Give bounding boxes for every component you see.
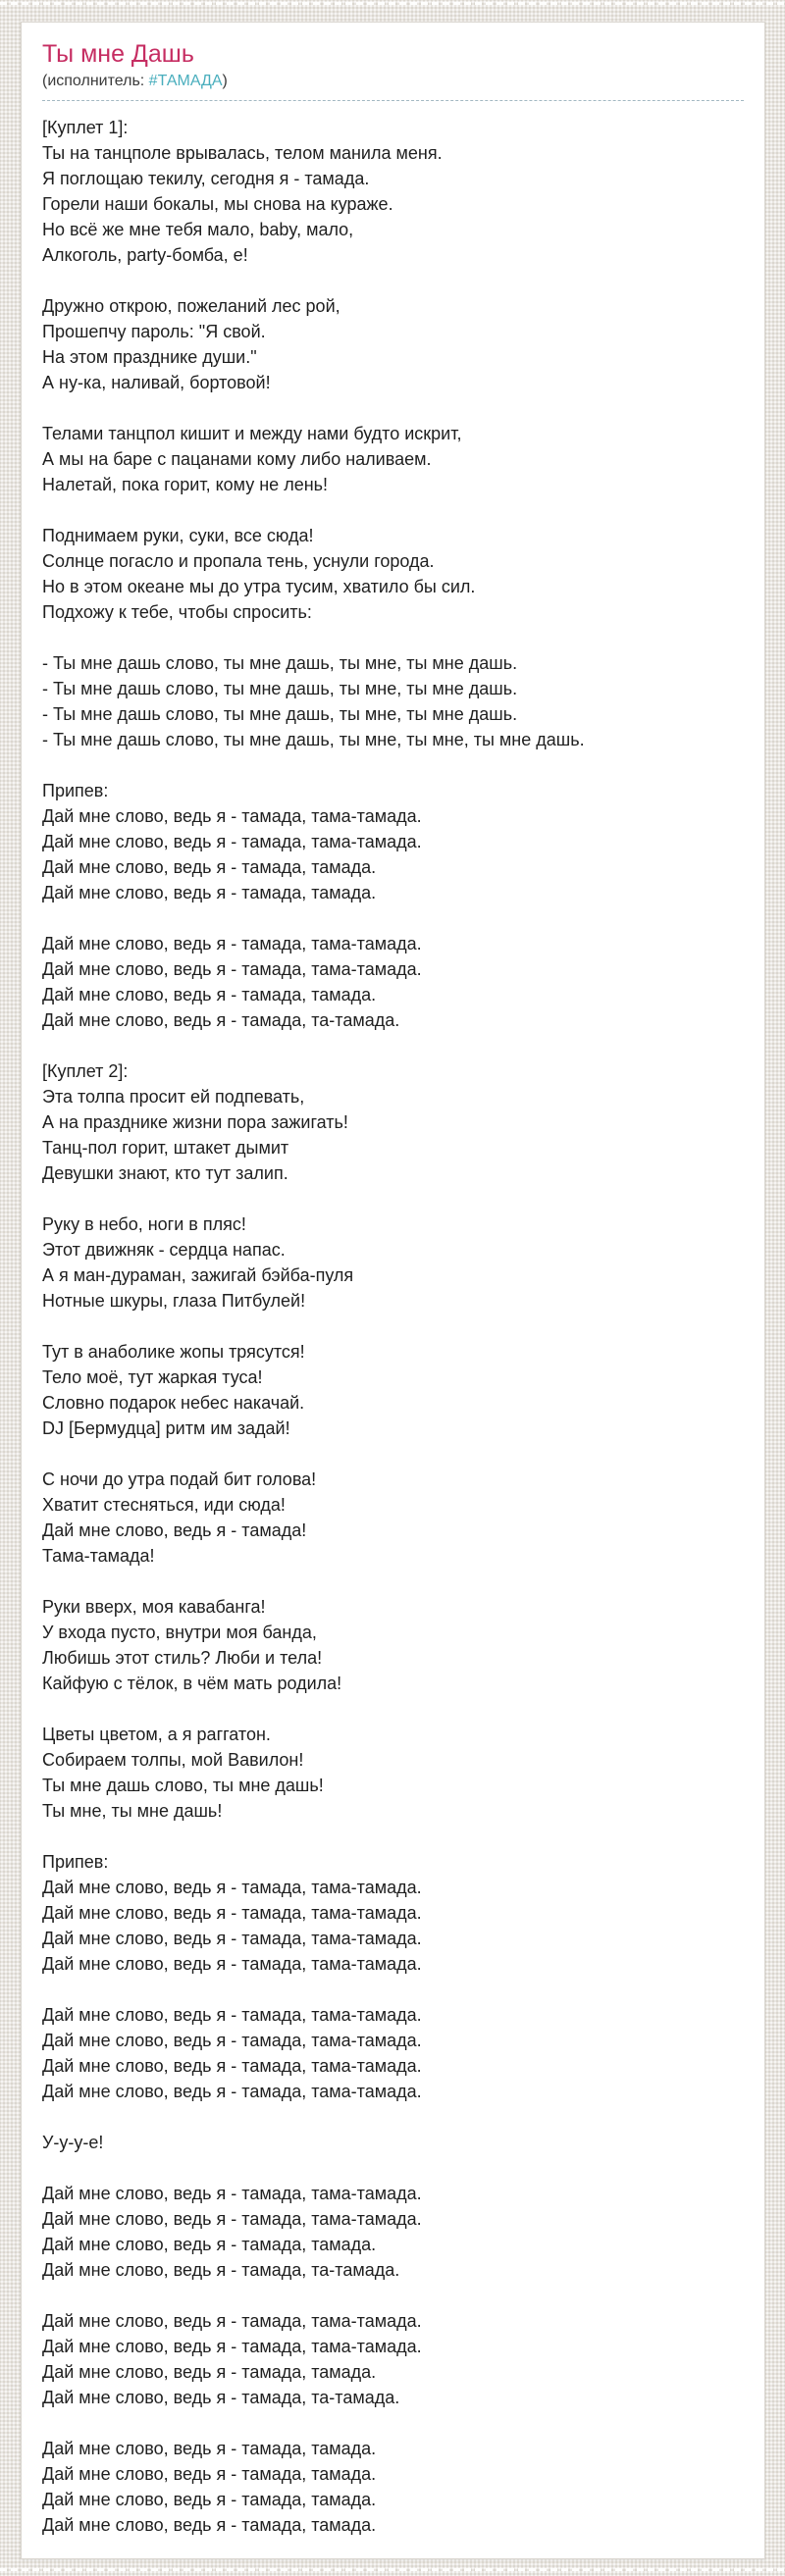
lyrics-line: Словно подарок небес накачай. <box>42 1393 305 1413</box>
lyrics-line: Дай мне слово, ведь я - тамада, тама-тамада. <box>42 2031 422 2050</box>
texture-seam-top <box>0 2 785 5</box>
lyrics-line: Девушки знают, кто тут залип. <box>42 1163 288 1183</box>
lyrics-line: Телами танцпол кишит и между нами будто искрит, <box>42 424 462 443</box>
lyrics-line: Дай мне слово, ведь я - тамада, тама-тамада. <box>42 934 422 953</box>
lyrics-stanza <box>42 778 744 905</box>
lyrics-line: А на празднике жизни пора зажигать! <box>42 1112 348 1132</box>
lyrics-stanza <box>42 1849 744 1977</box>
lyrics-stanza <box>42 1339 744 1441</box>
lyrics-line: Цветы цветом, а я раггатон. <box>42 1725 271 1744</box>
lyrics-line: Дай мне слово, ведь я - тамада, тама-тамада. <box>42 806 422 826</box>
lyrics-line: - Ты мне дашь слово, ты мне дашь, ты мне, ты мне дашь. <box>42 704 518 724</box>
lyrics-line: Дай мне слово, ведь я - тамада, тамада. <box>42 857 377 877</box>
lyrics-line: Дай мне слово, ведь я - тамада, тама-тамада. <box>42 2311 422 2331</box>
lyrics-line: Дай мне слово, ведь я - тамада, тама-тамада. <box>42 832 422 851</box>
lyrics-stanza <box>42 2002 744 2104</box>
lyrics-line: На этом празднике души." <box>42 347 257 367</box>
lyrics-line: Дай мне слово, ведь я - тамада, та-тамада. <box>42 2388 400 2407</box>
lyrics-line: Дружно открою, пожеланий лес рой, <box>42 296 340 316</box>
lyrics-line: Дай мне слово, ведь я - тамада, та-тамада. <box>42 1010 400 1030</box>
lyrics-stanza <box>42 1722 744 1824</box>
lyrics-stanza <box>42 1211 744 1314</box>
lyrics-line: Хватит стесняться, иди сюда! <box>42 1495 286 1515</box>
lyrics-line: [Куплет 2]: <box>42 1061 129 1081</box>
lyrics-line: Дай мне слово, ведь я - тамада, тамада. <box>42 2464 377 2484</box>
lyrics-line: Этот движняк - сердца напас. <box>42 1240 286 1260</box>
page-title: Ты мне Дашь <box>42 40 194 68</box>
lyrics-line: Припев: <box>42 1852 109 1872</box>
lyrics-line: Ты на танцполе врывалась, телом манила меня. <box>42 143 443 163</box>
lyrics-line: Но в этом океане мы до утра тусим, хватило бы сил. <box>42 577 476 596</box>
lyrics-line: А ну-ка, наливай, бортовой! <box>42 373 271 392</box>
lyrics-line: А мы на баре с пацанами кому либо наливаем. <box>42 449 432 469</box>
lyrics-line: Руки вверх, моя кавабанга! <box>42 1597 266 1617</box>
lyrics-line: Дай мне слово, ведь я - тамада, та-тамада. <box>42 2260 400 2280</box>
lyrics-line: Я поглощаю текилу, сегодня я - тамада. <box>42 169 370 188</box>
lyrics-line: - Ты мне дашь слово, ты мне дашь, ты мне, ты мне дашь. <box>42 679 518 698</box>
lyrics-stanza <box>42 115 744 268</box>
lyrics-line: Ты мне, ты мне дашь! <box>42 1801 223 1821</box>
lyrics-line: Ты мне дашь слово, ты мне дашь! <box>42 1776 324 1795</box>
lyrics-line: Эта толпа просит ей подпевать, <box>42 1087 305 1107</box>
lyrics-line: Прошепчу пароль: "Я свой. <box>42 322 266 341</box>
lyrics-line: Солнце погасло и пропала тень, уснули города. <box>42 551 435 571</box>
lyrics-line: - Ты мне дашь слово, ты мне дашь, ты мне, ты мне, ты мне дашь. <box>42 730 585 749</box>
lyrics-line: Дай мне слово, ведь я - тамада, тамада. <box>42 985 377 1005</box>
lyrics-line: Дай мне слово, ведь я - тамада, тама-тамада. <box>42 1954 422 1974</box>
lyrics-line: Дай мне слово, ведь я - тамада, тамада. <box>42 2515 377 2535</box>
lyrics-line: Налетай, пока горит, кому не лень! <box>42 475 329 494</box>
lyrics-line: Но всё же мне тебя мало, baby, мало, <box>42 220 354 239</box>
lyrics-stanza <box>42 2436 744 2538</box>
lyrics-line: Дай мне слово, ведь я - тамада, тама-тамада. <box>42 2184 422 2203</box>
lyrics-stanza <box>42 931 744 1033</box>
lyrics-line: Дай мне слово, ведь я - тамада, тамада. <box>42 883 377 902</box>
lyrics-line: Тут в анаболике жопы трясутся! <box>42 1342 305 1362</box>
lyrics-line: Любишь этот стиль? Люби и тела! <box>42 1648 323 1668</box>
artist-line <box>42 72 744 101</box>
lyrics-stanza <box>42 1594 744 1696</box>
lyrics-line: Горели наши бокалы, мы снова на кураже. <box>42 194 393 214</box>
lyrics-stanza <box>42 523 744 625</box>
lyrics-line: Дай мне слово, ведь я - тамада, тама-тамада. <box>42 1903 422 1923</box>
lyrics-line: С ночи до утра подай бит голова! <box>42 1469 317 1489</box>
lyrics-line: Дай мне слово, ведь я - тамада, тама-тамада. <box>42 1929 422 1948</box>
lyrics-stanza <box>42 2308 744 2410</box>
lyrics-line: Руку в небо, ноги в пляс! <box>42 1214 246 1234</box>
lyrics-line: А я ман-дураман, зажигай бэйба-пуля <box>42 1265 354 1285</box>
lyrics-line: Дай мне слово, ведь я - тамада, тама-тамада. <box>42 1878 422 1897</box>
lyrics-line: Тама-тамада! <box>42 1546 155 1566</box>
lyrics-line: Подхожу к тебе, чтобы спросить: <box>42 602 312 622</box>
lyrics-line: Дай мне слово, ведь я - тамада, тамада. <box>42 2235 377 2254</box>
lyrics-line: У-у-у-е! <box>42 2133 104 2152</box>
lyrics-stanza <box>42 650 744 752</box>
lyrics-stanza <box>42 1467 744 1569</box>
lyrics-line: Припев: <box>42 781 109 800</box>
lyrics-line: Дай мне слово, ведь я - тамада, тама-тамада. <box>42 2056 422 2076</box>
lyrics-line: Алкоголь, party-бомба, е! <box>42 245 248 265</box>
lyrics-line: - Ты мне дашь слово, ты мне дашь, ты мне, ты мне дашь. <box>42 653 518 673</box>
lyrics <box>42 115 744 2538</box>
lyrics-line: Нотные шкуры, глаза Питбулей! <box>42 1291 306 1311</box>
lyrics-line: Дай мне слово, ведь я - тамада! <box>42 1520 307 1540</box>
lyrics-line: У входа пусто, внутри моя банда, <box>42 1623 317 1642</box>
lyrics-line: Кайфую с тёлок, в чём мать родила! <box>42 1674 342 1693</box>
lyrics-stanza <box>42 2181 744 2283</box>
lyrics-line: Дай мне слово, ведь я - тамада, тама-тамада. <box>42 2209 422 2229</box>
lyrics-stanza <box>42 293 744 395</box>
lyrics-line: [Куплет 1]: <box>42 118 129 137</box>
artist-label-suffix: ) <box>222 73 228 89</box>
lyrics-line: Дай мне слово, ведь я - тамада, тамада. <box>42 2490 377 2509</box>
lyrics-stanza <box>42 1058 744 1186</box>
lyrics-line: Дай мне слово, ведь я - тамада, тама-тамада. <box>42 2337 422 2356</box>
lyrics-line: Тело моё, тут жаркая туса! <box>42 1367 263 1387</box>
lyrics-line: Дай мне слово, ведь я - тамада, тама-тамада. <box>42 2082 422 2101</box>
lyrics-line: Дай мне слово, ведь я - тамада, тамада. <box>42 2362 377 2382</box>
lyrics-line: Танц-пол горит, штакет дымит <box>42 1138 289 1158</box>
lyrics-line: Собираем толпы, мой Вавилон! <box>42 1750 304 1770</box>
texture-seam-bottom <box>0 2568 785 2571</box>
lyrics-card <box>21 22 765 2559</box>
lyrics-line: Дай мне слово, ведь я - тамада, тамада. <box>42 2439 377 2458</box>
lyrics-line: Поднимаем руки, суки, все сюда! <box>42 526 314 545</box>
lyrics-stanza <box>42 421 744 497</box>
artist-link[interactable]: #ТАМАДА <box>148 73 223 89</box>
lyrics-line: DJ [Бермудца] ритм им задай! <box>42 1418 290 1438</box>
lyrics-line: Дай мне слово, ведь я - тамада, тама-тамада. <box>42 959 422 979</box>
artist-label-prefix: (исполнитель: <box>42 73 149 89</box>
lyrics-stanza <box>42 2130 744 2155</box>
lyrics-line: Дай мне слово, ведь я - тамада, тама-тамада. <box>42 2005 422 2025</box>
